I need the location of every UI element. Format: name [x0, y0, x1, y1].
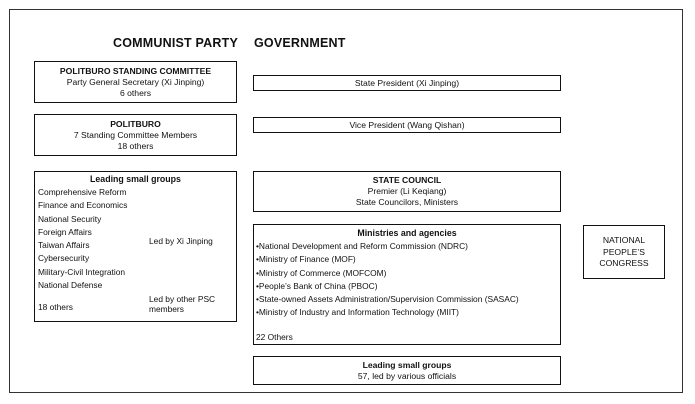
lsg-item: Cybersecurity	[38, 253, 90, 264]
ministries-box	[253, 224, 561, 345]
ministry-item: •State-owned Assets Administration/Supervision Commission (SASAC)	[256, 294, 519, 305]
ministries-list	[256, 240, 519, 320]
lsg-item: National Defense	[38, 280, 103, 291]
state-council-box	[253, 171, 561, 212]
state-council-title: STATE COUNCIL	[372, 175, 442, 185]
party-lsg-box	[34, 171, 237, 322]
politburo-box	[34, 114, 237, 156]
state-council-line1: Premier (Li Keqiang)	[367, 186, 447, 196]
ministry-item: •Ministry of Industry and Information Technology (MIIT)	[256, 307, 459, 318]
lsg-item: Foreign Affairs	[38, 226, 92, 237]
vice-president-box	[253, 117, 561, 133]
npc-box	[583, 225, 665, 279]
psc-line1: Party General Secretary (Xi Jinping)	[66, 77, 205, 87]
ministries-others: 22 Others	[256, 332, 293, 342]
led-by-psc-line2: members	[149, 304, 184, 314]
party-lsg-others: 18 others	[38, 302, 73, 312]
led-by-psc-line1: Led by other PSC	[149, 294, 216, 304]
state-president-label: State President (Xi Jinping)	[354, 78, 460, 88]
vice-president-label: Vice President (Wang Qishan)	[349, 120, 465, 130]
psc-line2: 6 others	[119, 88, 152, 98]
politburo-title: POLITBURO	[110, 119, 161, 129]
lsg-item: Taiwan Affairs	[38, 240, 90, 251]
led-by-xi-label: Led by Xi Jinping	[149, 236, 213, 246]
npc-line2: PEOPLE’S	[602, 246, 646, 257]
led-by-psc-label	[149, 294, 215, 314]
government-header: GOVERNMENT	[254, 36, 346, 50]
psc-box	[34, 61, 237, 103]
lsg-item: Military-Civil Integration	[38, 266, 126, 277]
ministry-item: •People’s Bank of China (PBOC)	[256, 280, 378, 291]
npc-line3: CONGRESS	[599, 258, 649, 268]
gov-lsg-title: Leading small groups	[362, 360, 452, 370]
gov-lsg-box	[253, 356, 561, 385]
party-lsg-list	[38, 186, 127, 292]
ministry-item: •Ministry of Finance (MOF)	[256, 254, 356, 265]
npc-line1: NATIONAL	[602, 235, 646, 245]
state-president-box	[253, 75, 561, 91]
ministry-item: •Ministry of Commerce (MOFCOM)	[256, 267, 387, 278]
psc-title: POLITBURO STANDING COMMITTEE	[59, 66, 212, 76]
state-council-line2: State Councilors, Ministers	[355, 197, 459, 207]
lsg-item: National Security	[38, 213, 102, 224]
party-lsg-title: Leading small groups	[90, 174, 181, 184]
gov-lsg-line1: 57, led by various officials	[357, 371, 457, 381]
politburo-line2: 18 others	[117, 141, 154, 151]
politburo-line1: 7 Standing Committee Members	[73, 130, 198, 140]
party-header: COMMUNIST PARTY	[113, 36, 238, 50]
lsg-item: Finance and Economics	[38, 200, 128, 211]
lsg-item: Comprehensive Reform	[38, 187, 127, 197]
ministry-item: •National Development and Reform Commission (NDRC)	[256, 241, 468, 251]
ministries-title: Ministries and agencies	[357, 228, 457, 238]
